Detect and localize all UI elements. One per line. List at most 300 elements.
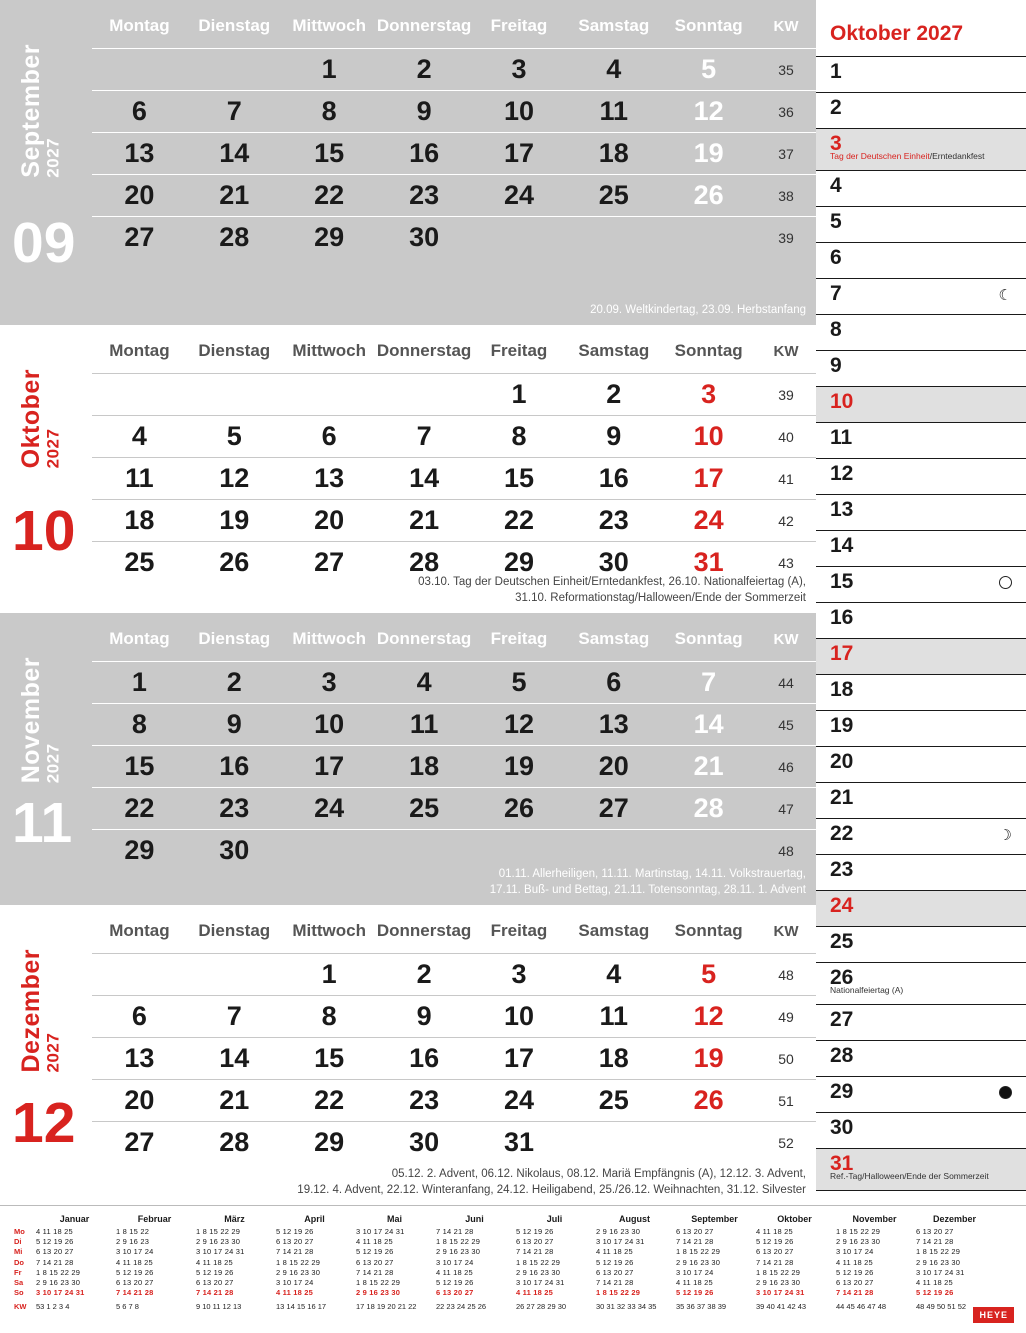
moon-full-icon [999, 1086, 1012, 1102]
day-list-item[interactable] [816, 782, 1026, 818]
kw-cell: 52 [756, 1122, 816, 1164]
year-overview-month-märz [196, 1214, 276, 1313]
weekday-header: Donnerstag [376, 341, 472, 360]
day-cell[interactable]: 27 [92, 217, 187, 259]
weekday-header: Montag [109, 341, 170, 360]
year-overview-row-label: Fr [14, 1267, 22, 1277]
day-list-item[interactable] [816, 206, 1026, 242]
day-list-item[interactable] [816, 56, 1026, 92]
day-list-item[interactable] [816, 602, 1026, 638]
day-cell[interactable]: 8 [282, 91, 377, 133]
month-year: 2027 [43, 137, 63, 178]
year-overview-line: 7 14 21 28 [196, 1288, 234, 1298]
year-overview-month-mai [356, 1214, 436, 1313]
day-cell[interactable] [566, 1122, 661, 1164]
day-list-item[interactable] [816, 530, 1026, 566]
year-overview-month-name: September [691, 1214, 738, 1224]
day-cell[interactable]: 3 [472, 49, 567, 91]
year-overview-month-november [836, 1214, 916, 1313]
week-row [92, 175, 816, 217]
year-overview-line: 5 12 19 26 [36, 1237, 74, 1247]
day-cell[interactable]: 26 [187, 542, 282, 584]
day-cell[interactable]: 12 [661, 996, 756, 1038]
day-cell[interactable]: 21 [187, 1080, 282, 1122]
year-overview-line: 6 13 20 27 [276, 1237, 314, 1247]
day-cell[interactable]: 12 [187, 458, 282, 500]
day-cell[interactable]: 5 [472, 662, 567, 704]
year-overview-line: 3 10 17 24 31 [756, 1288, 805, 1298]
year-overview-line: 4 11 18 25 [676, 1278, 713, 1288]
year-overview-line: 4 11 18 25 [196, 1257, 233, 1267]
year-overview-line: 2 9 16 23 30 [756, 1278, 801, 1288]
day-cell[interactable]: 25 [377, 788, 472, 830]
year-overview-line: 4 11 18 25 [276, 1288, 314, 1298]
day-cell[interactable]: 6 [282, 416, 377, 458]
day-cell[interactable]: 5 [661, 49, 756, 91]
day-cell[interactable]: 11 [92, 458, 187, 500]
day-cell[interactable] [472, 217, 567, 259]
day-cell[interactable]: 7 [187, 996, 282, 1038]
day-list-number: 23 [830, 858, 854, 881]
day-cell[interactable]: 25 [566, 175, 661, 217]
day-list-number: 2 [830, 96, 842, 119]
day-cell[interactable]: 2 [187, 662, 282, 704]
day-cell[interactable]: 1 [472, 374, 567, 416]
day-cell[interactable]: 8 [472, 416, 567, 458]
day-cell[interactable]: 7 [661, 662, 756, 704]
day-cell[interactable]: 16 [377, 133, 472, 175]
year-overview-line: 3 10 17 24 31 [596, 1237, 645, 1247]
day-cell[interactable]: 19 [661, 1038, 756, 1080]
day-cell[interactable]: 26 [661, 175, 756, 217]
day-cell[interactable]: 20 [282, 500, 377, 542]
day-list-number: 22 [830, 822, 854, 845]
day-cell[interactable]: 13 [92, 1038, 187, 1080]
day-list-item[interactable] [816, 242, 1026, 278]
day-cell[interactable]: 12 [661, 91, 756, 133]
year-overview-row-label: Di [14, 1237, 22, 1247]
year-overview-line: 5 12 19 26 [196, 1267, 234, 1277]
year-overview-line: 6 13 20 27 [196, 1278, 234, 1288]
day-cell[interactable]: 6 [92, 91, 187, 133]
day-cell[interactable]: 18 [377, 746, 472, 788]
year-overview-line: 4 11 18 25 [836, 1257, 873, 1267]
day-list-item[interactable] [816, 350, 1026, 386]
day-cell[interactable]: 23 [566, 500, 661, 542]
october-day-list [816, 0, 1026, 1205]
day-cell[interactable]: 17 [472, 1038, 567, 1080]
day-cell[interactable]: 1 [282, 49, 377, 91]
day-cell[interactable]: 30 [566, 542, 661, 584]
year-overview-kw: 35 36 37 38 39 [676, 1302, 727, 1312]
weekday-header: Dienstag [198, 629, 271, 648]
day-cell[interactable]: 19 [661, 133, 756, 175]
day-cell[interactable]: 9 [377, 996, 472, 1038]
day-cell[interactable]: 15 [282, 1038, 377, 1080]
day-list-item[interactable] [816, 92, 1026, 128]
month-block-september [0, 0, 816, 325]
year-overview-line: 6 13 20 27 [36, 1247, 74, 1257]
day-list-item[interactable] [816, 278, 1026, 314]
day-cell[interactable]: 22 [472, 500, 567, 542]
year-overview-line: 4 11 18 25 [36, 1227, 73, 1236]
day-cell[interactable]: 6 [566, 662, 661, 704]
day-cell[interactable]: 17 [661, 458, 756, 500]
year-overview-line: 1 8 15 22 29 [356, 1278, 401, 1288]
year-overview-line: 2 9 16 23 30 [676, 1257, 721, 1267]
day-cell[interactable]: 11 [377, 704, 472, 746]
day-cell[interactable]: 15 [472, 458, 567, 500]
day-list-item[interactable] [816, 314, 1026, 350]
year-overview-line: 6 13 20 27 [356, 1257, 394, 1267]
weekday-header: Donnerstag [376, 921, 472, 940]
month-year: 2027 [43, 1032, 63, 1073]
week-row [92, 133, 816, 175]
day-cell[interactable]: 29 [92, 830, 187, 872]
day-list-item[interactable] [816, 638, 1026, 674]
kw-cell: 37 [756, 133, 816, 175]
year-overview-kw: 53 1 2 3 4 [36, 1302, 70, 1312]
day-cell[interactable]: 23 [377, 175, 472, 217]
month-notes: 20.09. Weltkindertag, 23.09. Herbstanfang [590, 304, 806, 317]
day-cell[interactable]: 30 [377, 217, 472, 259]
day-cell[interactable]: 8 [92, 704, 187, 746]
day-list-item[interactable] [816, 962, 1026, 1004]
day-cell[interactable]: 9 [187, 704, 282, 746]
day-list-item[interactable] [816, 710, 1026, 746]
day-cell[interactable]: 3 [472, 954, 567, 996]
month-notes: 05.12. 2. Advent, 06.12. Nikolaus, 08.12. Mariä Empfängnis (A), 12.12. 3. Advent, 19.12. 4. Advent, 22.12. Winteranfang, 24.12. Heiligabend, 25./26.12. Weihnachten, 31.12. Silvester [297, 1167, 806, 1197]
weekday-header: Sonntag [674, 921, 743, 940]
day-cell[interactable]: 30 [187, 830, 282, 872]
day-list-item[interactable] [816, 746, 1026, 782]
year-overview-line: 6 13 20 27 [596, 1267, 634, 1277]
weekday-header: Samstag [578, 16, 650, 35]
day-cell[interactable]: 24 [472, 175, 567, 217]
day-cell[interactable]: 26 [661, 1080, 756, 1122]
day-list-item[interactable] [816, 1076, 1026, 1112]
day-list-item[interactable] [816, 890, 1026, 926]
weekday-header: Mittwoch [292, 629, 366, 648]
day-list-item[interactable] [816, 1004, 1026, 1040]
day-list-item[interactable] [816, 1148, 1026, 1190]
day-cell[interactable]: 19 [472, 746, 567, 788]
day-cell[interactable]: 31 [661, 542, 756, 584]
day-cell[interactable]: 20 [92, 175, 187, 217]
day-cell[interactable]: 28 [377, 542, 472, 584]
day-cell[interactable]: 24 [661, 500, 756, 542]
year-overview-line: 2 9 16 23 [116, 1237, 150, 1247]
week-row [92, 416, 816, 458]
year-overview-line: 7 14 21 28 [516, 1247, 554, 1257]
week-row [92, 458, 816, 500]
kw-cell: 44 [756, 662, 816, 704]
week-row [92, 1122, 816, 1164]
day-cell[interactable]: 14 [377, 458, 472, 500]
kw-cell: 40 [756, 416, 816, 458]
year-overview-columns [36, 1214, 996, 1313]
month-side-label [0, 905, 92, 1205]
month-grid [92, 325, 816, 584]
day-cell[interactable]: 1 [92, 662, 187, 704]
day-cell[interactable]: 24 [282, 788, 377, 830]
day-cell[interactable] [187, 954, 282, 996]
day-cell[interactable]: 11 [566, 91, 661, 133]
kw-cell: 47 [756, 788, 816, 830]
year-overview-line: 4 11 18 25 [756, 1227, 793, 1236]
year-overview-kw: 44 45 46 47 48 [836, 1302, 887, 1312]
day-cell[interactable]: 23 [187, 788, 282, 830]
year-overview-line: 2 9 16 23 30 [916, 1257, 961, 1267]
day-cell[interactable]: 2 [377, 49, 472, 91]
year-overview-line: 1 8 15 22 [116, 1227, 150, 1236]
day-cell[interactable]: 3 [282, 662, 377, 704]
day-cell[interactable]: 28 [187, 217, 282, 259]
day-list-note: Ref.-Tag/Halloween/Ende der Sommerzeit [830, 1171, 989, 1181]
year-overview-line: 5 12 19 26 [116, 1267, 154, 1277]
day-cell[interactable]: 2 [377, 954, 472, 996]
year-overview-month-april [276, 1214, 356, 1313]
year-overview-line: 1 8 15 22 29 [676, 1247, 721, 1257]
year-overview-line: 1 8 15 22 29 [516, 1257, 561, 1267]
day-cell[interactable]: 31 [472, 1122, 567, 1164]
month-grid [92, 613, 816, 872]
week-row [92, 954, 816, 996]
day-list-item[interactable] [816, 1040, 1026, 1076]
day-cell[interactable]: 30 [377, 1122, 472, 1164]
day-cell[interactable] [92, 954, 187, 996]
day-list-item[interactable] [816, 674, 1026, 710]
year-overview-line: 6 13 20 27 [916, 1227, 954, 1236]
year-overview-line: 7 14 21 28 [596, 1278, 634, 1288]
weekday-header: Freitag [490, 16, 548, 35]
day-cell[interactable]: 20 [566, 746, 661, 788]
month-name: November 2027 [17, 657, 63, 784]
day-cell[interactable]: 10 [282, 704, 377, 746]
day-cell[interactable]: 27 [566, 788, 661, 830]
year-overview-line: 1 8 15 22 29 [596, 1288, 641, 1298]
day-cell[interactable]: 13 [566, 704, 661, 746]
day-list-number: 11 [830, 426, 853, 449]
day-cell[interactable]: 4 [377, 662, 472, 704]
month-side-label [0, 613, 92, 905]
day-list-number: 29 [830, 1080, 854, 1103]
day-cell[interactable]: 18 [566, 133, 661, 175]
kw-cell: 48 [756, 830, 816, 872]
day-list-item[interactable] [816, 1112, 1026, 1148]
day-cell[interactable]: 25 [92, 542, 187, 584]
weekday-header: Dienstag [198, 921, 271, 940]
day-cell[interactable]: 14 [187, 133, 282, 175]
day-cell[interactable]: 4 [566, 954, 661, 996]
month-name: Oktober 2027 [17, 369, 63, 469]
day-cell[interactable] [661, 1122, 756, 1164]
day-cell[interactable]: 1 [282, 954, 377, 996]
day-cell[interactable]: 29 [282, 1122, 377, 1164]
day-cell[interactable]: 14 [661, 704, 756, 746]
month-number: 10 [12, 499, 76, 563]
day-cell[interactable]: 14 [187, 1038, 282, 1080]
day-cell[interactable]: 28 [661, 788, 756, 830]
day-cell[interactable] [282, 830, 377, 872]
year-overview-line: 1 8 15 22 29 [916, 1247, 961, 1257]
day-cell[interactable]: 16 [377, 1038, 472, 1080]
day-list-item[interactable] [816, 926, 1026, 962]
day-cell[interactable] [377, 374, 472, 416]
year-overview-line: 5 12 19 26 [596, 1257, 634, 1267]
day-list-item[interactable] [816, 170, 1026, 206]
month-block-oktober [0, 325, 816, 613]
day-cell[interactable]: 21 [661, 746, 756, 788]
day-cell[interactable]: 16 [187, 746, 282, 788]
week-row [92, 1080, 816, 1122]
day-cell[interactable] [92, 49, 187, 91]
day-cell[interactable]: 18 [92, 500, 187, 542]
day-list-item[interactable] [816, 422, 1026, 458]
kw-cell: 41 [756, 458, 816, 500]
day-cell[interactable]: 22 [282, 1080, 377, 1122]
day-cell[interactable]: 2 [566, 374, 661, 416]
day-cell[interactable]: 25 [566, 1080, 661, 1122]
day-cell[interactable]: 5 [187, 416, 282, 458]
day-cell[interactable]: 6 [92, 996, 187, 1038]
kw-cell: 48 [756, 954, 816, 996]
year-overview-row-label: Do [14, 1257, 24, 1267]
year-overview-month-name: Mai [386, 1214, 402, 1224]
year-overview-line: 5 12 19 26 [756, 1237, 794, 1247]
day-cell[interactable]: 27 [92, 1122, 187, 1164]
day-list-number: 16 [830, 606, 854, 629]
day-cell[interactable]: 19 [187, 500, 282, 542]
year-overview-row-label: Mi [14, 1247, 23, 1257]
weekday-header: Freitag [490, 341, 548, 360]
day-cell[interactable]: 21 [187, 175, 282, 217]
month-notes: 03.10. Tag der Deutschen Einheit/Erntedankfest, 26.10. Nationalfeiertag (A), 31.10. Reformationstag/Halloween/Ende der Sommerzeit [418, 575, 806, 605]
kw-cell: 45 [756, 704, 816, 746]
day-list-number: 24 [830, 894, 854, 917]
day-cell[interactable]: 22 [282, 175, 377, 217]
year-overview-kw: 5 6 7 8 [116, 1302, 139, 1312]
day-cell[interactable]: 9 [377, 91, 472, 133]
day-cell[interactable]: 12 [472, 704, 567, 746]
day-cell[interactable]: 8 [282, 996, 377, 1038]
weekday-header: Dienstag [198, 16, 271, 35]
day-cell[interactable]: 28 [187, 1122, 282, 1164]
month-year: 2027 [43, 428, 63, 469]
day-cell[interactable]: 4 [92, 416, 187, 458]
day-cell[interactable]: 29 [472, 542, 567, 584]
day-cell[interactable] [92, 374, 187, 416]
kw-header: KW [773, 17, 799, 35]
day-cell[interactable]: 17 [282, 746, 377, 788]
day-cell[interactable]: 27 [282, 542, 377, 584]
month-name: Dezember 2027 [17, 949, 63, 1073]
weekday-header: Montag [109, 16, 170, 35]
year-overview-line: 2 9 16 23 30 [436, 1247, 481, 1257]
day-cell[interactable] [566, 217, 661, 259]
day-list-number: 3 [830, 132, 842, 155]
year-overview-line: 3 10 17 24 31 [196, 1247, 245, 1257]
day-list-item[interactable] [816, 386, 1026, 422]
weekday-header: Mittwoch [292, 341, 366, 360]
year-overview-line: 2 9 16 23 30 [596, 1227, 641, 1236]
day-cell[interactable]: 20 [92, 1080, 187, 1122]
day-list-item[interactable] [816, 566, 1026, 602]
day-cell[interactable]: 13 [282, 458, 377, 500]
day-cell[interactable]: 22 [92, 788, 187, 830]
day-cell[interactable]: 7 [187, 91, 282, 133]
day-cell[interactable]: 29 [282, 217, 377, 259]
day-cell[interactable]: 24 [472, 1080, 567, 1122]
day-cell[interactable]: 7 [377, 416, 472, 458]
day-cell[interactable] [377, 830, 472, 872]
day-cell[interactable]: 26 [472, 788, 567, 830]
day-list-item[interactable] [816, 854, 1026, 890]
year-overview-line: 6 13 20 27 [116, 1278, 154, 1288]
weekday-header: Samstag [578, 629, 650, 648]
day-cell[interactable] [661, 217, 756, 259]
day-cell[interactable]: 23 [377, 1080, 472, 1122]
day-cell[interactable]: 15 [92, 746, 187, 788]
day-cell[interactable]: 15 [282, 133, 377, 175]
year-overview-line: 7 14 21 28 [116, 1288, 154, 1298]
year-overview-line: 4 11 18 25 [916, 1278, 953, 1288]
day-cell[interactable]: 10 [472, 996, 567, 1038]
day-list-item[interactable] [816, 494, 1026, 530]
year-overview-line: 5 12 19 26 [836, 1267, 874, 1277]
day-cell[interactable] [187, 374, 282, 416]
day-cell[interactable]: 3 [661, 374, 756, 416]
moon-first-quarter-icon: ☽ [998, 827, 1012, 844]
day-list-number: 5 [830, 210, 842, 233]
day-list-number: 15 [830, 570, 854, 593]
day-cell[interactable]: 10 [661, 416, 756, 458]
day-list-item[interactable] [816, 458, 1026, 494]
day-list-number: 10 [830, 390, 854, 413]
day-cell[interactable]: 13 [92, 133, 187, 175]
weekday-header: Mittwoch [292, 921, 366, 940]
kw-header: KW [773, 922, 799, 940]
day-cell[interactable]: 18 [566, 1038, 661, 1080]
day-list-item[interactable] [816, 818, 1026, 854]
year-overview-month-name: August [619, 1214, 650, 1224]
day-cell[interactable]: 10 [472, 91, 567, 133]
day-list-item[interactable] [816, 128, 1026, 170]
year-overview-line: 5 12 19 26 [436, 1278, 474, 1288]
day-cell[interactable]: 17 [472, 133, 567, 175]
year-overview-kw-label: KW [14, 1302, 27, 1312]
year-overview-month-name: Oktober [777, 1214, 812, 1224]
day-cell[interactable]: 21 [377, 500, 472, 542]
day-cell[interactable]: 4 [566, 49, 661, 91]
year-overview-line: 6 13 20 27 [516, 1237, 554, 1247]
year-overview-line: 4 11 18 25 [596, 1247, 633, 1257]
kw-cell: 46 [756, 746, 816, 788]
day-cell[interactable]: 11 [566, 996, 661, 1038]
year-overview-line: 3 10 17 24 [436, 1257, 474, 1267]
month-year: 2027 [43, 743, 63, 784]
day-cell[interactable]: 9 [566, 416, 661, 458]
day-cell[interactable]: 16 [566, 458, 661, 500]
day-cell[interactable]: 5 [661, 954, 756, 996]
day-list-number: 8 [830, 318, 842, 341]
weekday-header: Freitag [490, 921, 548, 940]
day-cell[interactable] [187, 49, 282, 91]
year-overview-line: 3 10 17 24 31 [916, 1267, 965, 1277]
day-cell[interactable] [282, 374, 377, 416]
kw-cell: 35 [756, 49, 816, 91]
year-overview-line: 1 8 15 22 29 [196, 1227, 241, 1236]
